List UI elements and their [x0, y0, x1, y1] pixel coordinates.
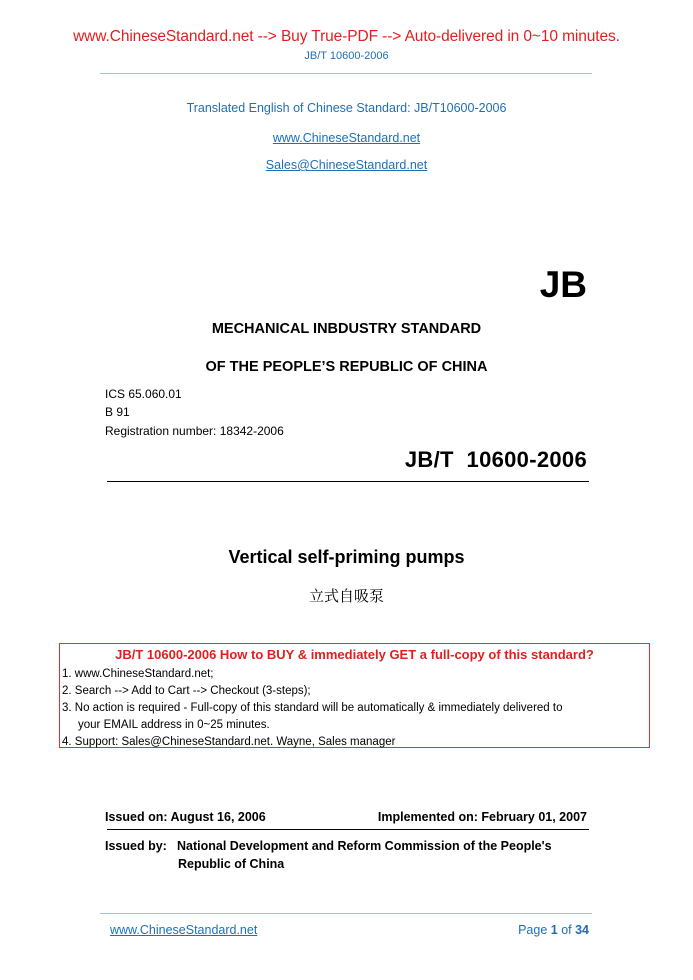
purchase-step-continuation: your EMAIL address in 0~25 minutes. [78, 719, 270, 731]
cover-divider [107, 481, 589, 482]
issuer-title-line1: MECHANICAL INBDUSTRY STANDARD [211, 321, 482, 337]
ics-code: ICS 65.060.01 [105, 387, 182, 401]
purchase-step: 2. Search --> Add to Cart --> Checkout (3-steps); [62, 685, 311, 697]
website-link[interactable]: www.ChineseStandard.net [272, 131, 421, 145]
translation-note: Translated English of Chinese Standard: JB/T10600-2006 [186, 101, 507, 115]
page-of: of [557, 923, 576, 937]
issuing-authority-line1: National Development and Reform Commission of the People's [177, 839, 552, 853]
purchase-step: 4. Support: Sales@ChineseStandard.net. Wayne, Sales manager [62, 736, 396, 748]
ccs-code: B 91 [105, 405, 130, 419]
standard-code-mark: JB [539, 264, 587, 305]
implemented-on-date: Implemented on: February 01, 2007 [377, 810, 587, 824]
page-current: 1 [550, 923, 558, 937]
page-indicator [518, 923, 589, 937]
website-link-row [0, 129, 693, 147]
email-link[interactable]: Sales@ChineseStandard.net [265, 158, 428, 172]
dates-divider [107, 829, 589, 830]
purchase-heading: JB/T 10600-2006 How to BUY & immediately GET a full-copy of this standard? [115, 647, 594, 662]
promo-banner[interactable]: www.ChineseStandard.net --> Buy True-PDF --> Auto-delivered in 0~10 minutes. [73, 28, 620, 45]
issued-on-date: Issued on: August 16, 2006 [105, 810, 266, 824]
footer-website-link[interactable]: www.ChineseStandard.net [110, 923, 258, 937]
footer-divider [100, 913, 592, 914]
issuer-title-line2: OF THE PEOPLE’S REPUBLIC OF CHINA [205, 359, 488, 375]
document-title-chinese: 立式自吸泵 [308, 587, 384, 605]
page-total: 34 [575, 923, 589, 937]
purchase-steps [62, 666, 562, 751]
registration-number: Registration number: 18342-2006 [105, 424, 284, 438]
issued-by-label: Issued by: [105, 839, 167, 853]
issuing-authority-line2: Republic of China [178, 857, 285, 871]
document-title-english: Vertical self-priming pumps [228, 547, 465, 567]
purchase-info-box [59, 643, 650, 748]
header-doc-id: JB/T 10600-2006 [304, 50, 389, 62]
page-prefix: Page [518, 923, 551, 937]
standard-number: JB/T 10600-2006 [404, 447, 587, 472]
purchase-step: 1. www.ChineseStandard.net; [62, 668, 214, 680]
header-divider [100, 73, 592, 74]
email-link-row [0, 156, 693, 174]
purchase-step: 3. No action is required - Full-copy of this standard will be automatically & immediately delivered to [62, 702, 563, 714]
